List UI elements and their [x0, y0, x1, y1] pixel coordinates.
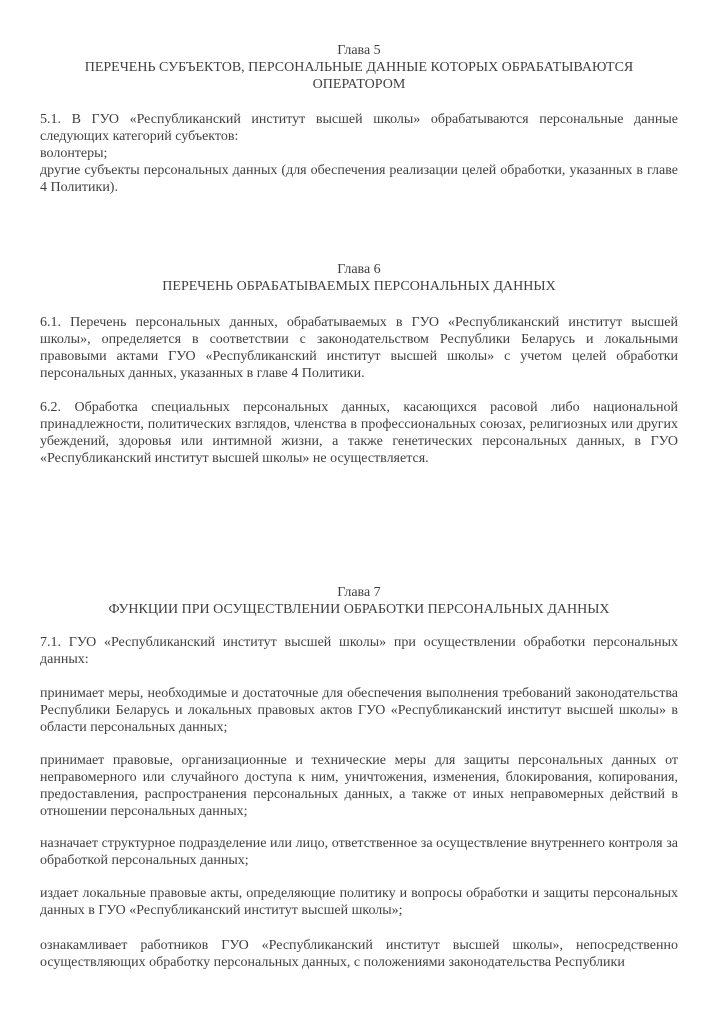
paragraph: ознакамливает работников ГУО «Республиканский институт высшей школы», непосредственно осуществляющих обработку персональных данных, с положениями законодательства Республики	[40, 938, 678, 970]
paragraph-7-appoints	[40, 835, 678, 869]
paragraph: назначает структурное подразделение или лицо, ответственное за осуществление внутреннего контроля за обработкой персональных данных;	[40, 836, 678, 868]
chapter-5-heading	[40, 42, 678, 93]
paragraph: 6.2. Обработка специальных персональных данных, касающихся расовой либо национальной принадлежности, политических взглядов, членства в профессиональных союзах, религиозных или других убеждений, здоровья или интимной жизни, а также генетических персональных данных, в ГУО «Республиканский институт высшей школы» не осуществляется.	[40, 400, 678, 466]
paragraph-7-measures	[40, 685, 678, 736]
paragraph-7-legal-measures	[40, 752, 678, 820]
paragraph: принимает правовые, организационные и технические меры для защиты персональных данных от неправомерного или случайного доступа к ним, уничтожения, изменения, блокирования, копирования, предоставления, распространения персональных данных, а также от иных неправомерных действий в отношении персональных данных;	[40, 753, 678, 819]
paragraph-7-familiarizes	[40, 937, 678, 971]
chapter-number: Глава 7	[337, 585, 381, 600]
paragraph: волонтеры;	[40, 146, 108, 161]
paragraph: 5.1. В ГУО «Республиканский институт высшей школы» обрабатываются персональные данные следующих категорий субъектов:	[40, 112, 678, 144]
paragraph: 6.1. Перечень персональных данных, обрабатываемых в ГУО «Республиканский институт высшей школы», определяется в соответствии с законодательством Республики Беларусь и локальными правовыми актами ГУО «Республиканский институт высшей школы» с учетом целей обработки персональных данных, указанных в главе 4 Политики.	[40, 315, 678, 381]
chapter-7-heading	[40, 584, 678, 618]
paragraph: принимает меры, необходимые и достаточные для обеспечения выполнения требований законодательства Республики Беларусь и локальных правовых актов ГУО «Республиканский институт высшей школы» в области персональных данных;	[40, 686, 678, 735]
chapter-title: ПЕРЕЧЕНЬ СУБЪЕКТОВ, ПЕРСОНАЛЬНЫЕ ДАННЫЕ КОТОРЫХ ОБРАБАТЫВАЮТСЯ ОПЕРАТОРОМ	[84, 60, 634, 92]
chapter-5-body	[40, 111, 678, 196]
chapter-number: Глава 6	[337, 262, 381, 277]
chapter-title: ФУНКЦИИ ПРИ ОСУЩЕСТВЛЕНИИ ОБРАБОТКИ ПЕРСОНАЛЬНЫХ ДАННЫХ	[108, 602, 610, 617]
chapter-6-heading	[40, 261, 678, 295]
paragraph: 7.1. ГУО «Республиканский институт высшей школы» при осуществлении обработки персональных данных:	[40, 635, 678, 667]
paragraph-7-1	[40, 634, 678, 668]
paragraph-6-2	[40, 399, 678, 467]
paragraph: издает локальные правовые акты, определяющие политику и вопросы обработки и защиты персональных данных в ГУО «Республиканский институт высшей школы»;	[40, 886, 678, 918]
paragraph: другие субъекты персональных данных (для обеспечения реализации целей обработки, указанных в главе 4 Политики).	[40, 163, 678, 195]
chapter-title: ПЕРЕЧЕНЬ ОБРАБАТЫВАЕМЫХ ПЕРСОНАЛЬНЫХ ДАННЫХ	[162, 279, 556, 294]
chapter-number: Глава 5	[337, 43, 381, 58]
paragraph-7-issues-acts	[40, 885, 678, 919]
chapter-6-body	[40, 314, 678, 382]
